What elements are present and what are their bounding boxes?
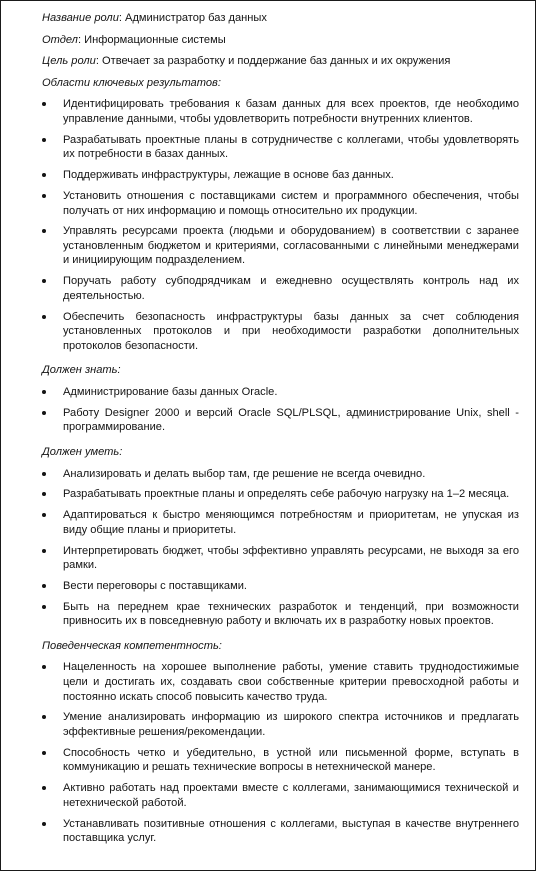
role-goal-line: Цель роли: Отвечает за разработку и поддержание баз данных и их окружения bbox=[42, 55, 451, 68]
bullet-icon bbox=[42, 173, 46, 177]
bullet-list-behavioral-competence bbox=[42, 660, 519, 845]
list-item bbox=[42, 508, 519, 537]
list-item bbox=[42, 781, 519, 810]
department-value: Информационные системы bbox=[84, 33, 226, 46]
list-item-text: Нацеленность на хорошее выполнение работы, умение ставить труднодостижимые цели и достигать их, создавать свои собственные критерии превосходной работы и постоянно искать способ повысить качество труда. bbox=[63, 661, 519, 703]
list-item-text: Идентифицировать требования к базам данных для всех проектов, где необходимо управление данными, чтобы удовлетворить потребности внутренних клиентов. bbox=[63, 98, 519, 125]
list-item-text: Анализировать и делать выбор там, где решение не всегда очевидно. bbox=[63, 467, 426, 480]
bullet-icon bbox=[42, 411, 46, 415]
list-item-text: Управлять ресурсами проекта (людьми и оборудованием) в соответствии с заранее установленным бюджетом и критериями, согласованными с линейными менеджерами и инициирующим подразделением. bbox=[63, 225, 519, 267]
list-item bbox=[42, 600, 519, 629]
role-goal-label: Цель роли bbox=[42, 55, 96, 68]
section-heading-behavioral-competence: Поведенческая компетентность: bbox=[42, 639, 222, 652]
section-heading-must-know: Должен знать: bbox=[42, 364, 121, 377]
list-item-text: Быть на переднем крае технических разработок и тенденций, при возможности привносить их в повседневную работу и включать их в разработку новых проектов. bbox=[63, 600, 519, 628]
list-item bbox=[42, 274, 519, 303]
bullet-icon bbox=[42, 390, 46, 394]
list-item bbox=[42, 385, 519, 400]
list-item bbox=[42, 224, 519, 268]
bullet-icon bbox=[42, 751, 46, 755]
list-item bbox=[42, 189, 519, 218]
list-item-text: Администрирование базы данных Oracle. bbox=[63, 386, 278, 398]
section-heading-text: Должен уметь bbox=[42, 445, 120, 458]
list-item bbox=[42, 660, 519, 704]
bullet-icon bbox=[42, 665, 46, 669]
bullet-icon bbox=[42, 229, 46, 233]
list-item-text: Поручать работу субподрядчикам и ежедневно осуществлять контроль над их деятельностью. bbox=[63, 275, 519, 302]
bullet-icon bbox=[42, 605, 46, 609]
department-label: Отдел bbox=[42, 33, 78, 46]
list-item bbox=[42, 544, 519, 573]
list-item-text: Поддерживать инфраструктуры, лежащие в основе баз данных. bbox=[63, 169, 394, 182]
list-item bbox=[42, 487, 519, 502]
bullet-icon bbox=[42, 472, 46, 476]
list-item-text: Установить отношения с поставщиками систем и программного обеспечения, чтобы получать от них информацию и помощь относительно их продукции. bbox=[63, 189, 519, 217]
bullet-icon bbox=[42, 549, 46, 553]
sections bbox=[42, 76, 519, 846]
bullet-icon bbox=[42, 492, 46, 496]
list-item-text: Способность четко и убедительно, в устной или письменной форме, вступать в коммуникацию и решать технические вопросы в нетехнической манере. bbox=[63, 746, 519, 774]
list-item bbox=[42, 817, 519, 846]
bullet-icon bbox=[42, 822, 46, 826]
list-item-text: Обеспечить безопасность инфраструктуры базы данных за счет соблюдения установленных протоколов и при необходимости разработки дополнительных протоколов безопасности. bbox=[63, 310, 519, 352]
bullet-icon bbox=[42, 513, 46, 517]
role-name-value: Администратор баз данных bbox=[125, 12, 267, 24]
list-item-text: Вести переговоры с поставщиками. bbox=[63, 579, 248, 592]
list-item bbox=[42, 168, 519, 183]
bullet-icon bbox=[42, 279, 46, 283]
list-item bbox=[42, 710, 519, 739]
bullet-icon bbox=[42, 315, 46, 319]
bullet-icon bbox=[42, 715, 46, 719]
bullet-icon bbox=[42, 194, 46, 198]
list-item-text: Умение анализировать информацию из широкого спектра источников и предлагать эффективные решения/рекомендации. bbox=[63, 711, 519, 738]
role-name-label: Название роли bbox=[42, 12, 119, 24]
list-item-text: Разрабатывать проектные планы и определять себе рабочую нагрузку на 1–2 месяца. bbox=[63, 488, 510, 501]
list-item-text: Активно работать над проектами вместе с коллегами, занимающимися технической и нетехнической работой. bbox=[63, 782, 519, 809]
bullet-icon bbox=[42, 584, 46, 588]
role-name-line: Название роли: Администратор баз данных bbox=[42, 12, 267, 24]
job-description bbox=[42, 11, 519, 856]
list-item bbox=[42, 97, 519, 126]
department-line: Отдел: Информационные системы bbox=[42, 33, 226, 46]
section-heading-must-be-able: Должен уметь: bbox=[42, 445, 123, 458]
list-item bbox=[42, 579, 519, 594]
bullet-list-key-results bbox=[42, 97, 519, 353]
role-goal-value: Отвечает за разработку и поддержание баз данных и их окружения bbox=[101, 55, 451, 68]
bullet-icon bbox=[42, 138, 46, 142]
bullet-list-must-be-able bbox=[42, 467, 519, 629]
list-item bbox=[42, 467, 519, 482]
section-heading-key-results: Области ключевых результатов: bbox=[42, 76, 221, 89]
section-heading-text: Области ключевых результатов bbox=[42, 76, 218, 89]
list-item-text: Разрабатывать проектные планы в сотрудничестве с коллегами, чтобы удовлетворять их потребности в базах данных. bbox=[63, 133, 519, 161]
list-item-text: Адаптироваться к быстро меняющимся потребностям и приоритетам, не упуская из виду общие планы и приоритеты. bbox=[63, 509, 519, 536]
list-item bbox=[42, 406, 519, 435]
section-heading-text: Должен знать bbox=[42, 364, 118, 377]
bullet-icon bbox=[42, 786, 46, 790]
list-item bbox=[42, 310, 519, 354]
list-item-text: Устанавливать позитивные отношения с коллегами, выступая в качестве внутреннего поставщика услуг. bbox=[63, 817, 519, 845]
list-item bbox=[42, 746, 519, 775]
bullet-list-must-know bbox=[42, 385, 519, 435]
list-item bbox=[42, 133, 519, 162]
list-item-text: Работу Designer 2000 и версий Oracle SQL/PLSQL, администрирование Unix, shell - программирование. bbox=[63, 406, 519, 434]
bullet-icon bbox=[42, 102, 46, 106]
list-item-text: Интерпретировать бюджет, чтобы эффективно управлять ресурсами, не выходя за его рамки. bbox=[63, 544, 519, 572]
section-heading-text: Поведенческая компетентность bbox=[42, 639, 219, 652]
